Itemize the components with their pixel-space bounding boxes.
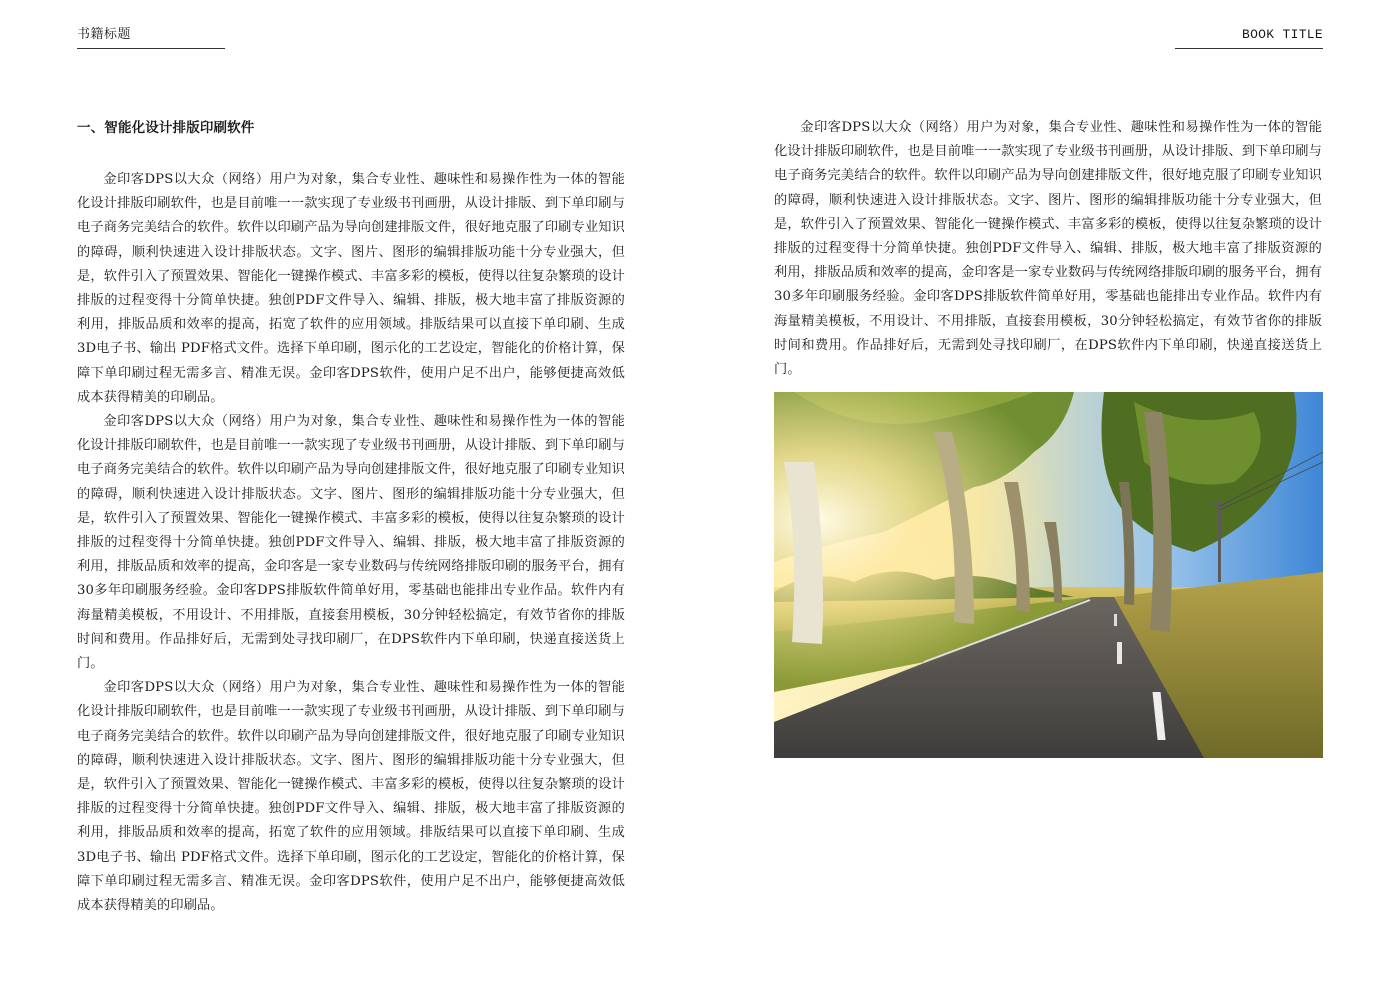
body-paragraph: 金印客DPS以大众（网络）用户为对象，集合专业性、趣味性和易操作性为一体的智能化设计排版印刷软件，也是目前唯一一款实现了专业级书刊画册，从设计排版、到下单印刷与电子商务完美结合的软件。软件以印刷产品为导向创建排版文件，很好地克服了印刷专业知识的障碍，顺利快速进入设计排版状态。文字、图片、图形的编辑排版功能十分专业强大，但是，软件引入了预置效果、智能化一键操作模式、丰富多彩的模板，使得以往复杂繁琐的设计排版的过程变得十分简单快捷。独创PDF文件导入、编辑、排版，极大地丰富了排版资源的利用，排版品质和效率的提高，金印客是一家专业数码与传统网络排版印刷的服务平台，拥有30多年印刷服务经验。金印客DPS排版软件简单好用，零基础也能排出专业作品。软件内有海量精美模板，不用设计、不用排版，直接套用模板，30分钟轻松搞定，有效节省你的排版时间和费用。作品排好后，无需到处寻找印刷厂，在DPS软件内下单印刷，快递直接送货上门。 [77,414,625,672]
left-page-column [77,116,625,918]
body-paragraph: 金印客DPS以大众（网络）用户为对象，集合专业性、趣味性和易操作性为一体的智能化设计排版印刷软件，也是目前唯一一款实现了专业级书刊画册，从设计排版、到下单印刷与电子商务完美结合的软件。软件以印刷产品为导向创建排版文件，很好地克服了印刷专业知识的障碍，顺利快速进入设计排版状态。文字、图片、图形的编辑排版功能十分专业强大，但是，软件引入了预置效果、智能化一键操作模式、丰富多彩的模板，使得以往复杂繁琐的设计排版的过程变得十分简单快捷。独创PDF文件导入、编辑、排版，极大地丰富了排版资源的利用，排版品质和效率的提高，金印客是一家专业数码与传统网络排版印刷的服务平台，拥有30多年印刷服务经验。金印客DPS排版软件简单好用，零基础也能排出专业作品。软件内有海量精美模板，不用设计、不用排版，直接套用模板，30分钟轻松搞定，有效节省你的排版时间和费用。作品排好后，无需到处寻找印刷厂，在DPS软件内下单印刷，快递直接送货上门。 [774,120,1322,378]
header-left-title: 书籍标题 [77,27,132,42]
body-paragraph: 金印客DPS以大众（网络）用户为对象，集合专业性、趣味性和易操作性为一体的智能化设计排版印刷软件，也是目前唯一一款实现了专业级书刊画册，从设计排版、到下单印刷与电子商务完美结合的软件。软件以印刷产品为导向创建排版文件，很好地克服了印刷专业知识的障碍，顺利快速进入设计排版状态。文字、图片、图形的编辑排版功能十分专业强大，但是，软件引入了预置效果、智能化一键操作模式、丰富多彩的模板，使得以往复杂繁琐的设计排版的过程变得十分简单快捷。独创PDF文件导入、编辑、排版，极大地丰富了排版资源的利用，排版品质和效率的提高，拓宽了软件的应用领域。排版结果可以直接下单印刷、生成3D电子书、输出 PDF格式文件。选择下单印刷，图示化的工艺设定，智能化的价格计算，保障下单印刷过程无需多言、精准无误。金印客DPS软件，使用户足不出户，能够便捷高效低成本获得精美的印刷品。 [77,172,625,405]
tree-lined-road-photo [774,392,1323,758]
running-head-book-title-cn [77,26,225,49]
right-page-column [774,116,1322,382]
header-right-title: BOOK TITLE [1241,27,1323,42]
section-heading: 一、智能化设计排版印刷软件 [77,120,255,136]
body-paragraph: 金印客DPS以大众（网络）用户为对象，集合专业性、趣味性和易操作性为一体的智能化设计排版印刷软件，也是目前唯一一款实现了专业级书刊画册，从设计排版、到下单印刷与电子商务完美结合的软件。软件以印刷产品为导向创建排版文件，很好地克服了印刷专业知识的障碍，顺利快速进入设计排版状态。文字、图片、图形的编辑排版功能十分专业强大，但是，软件引入了预置效果、智能化一键操作模式、丰富多彩的模板，使得以往复杂繁琐的设计排版的过程变得十分简单快捷。独创PDF文件导入、编辑、排版，极大地丰富了排版资源的利用，排版品质和效率的提高，拓宽了软件的应用领域。排版结果可以直接下单印刷、生成3D电子书、输出 PDF格式文件。选择下单印刷，图示化的工艺设定，智能化的价格计算，保障下单印刷过程无需多言、精准无误。金印客DPS软件，使用户足不出户，能够便捷高效低成本获得精美的印刷品。 [77,680,625,914]
running-head-book-title-en [1175,26,1323,49]
photo-illustration [774,392,1323,758]
